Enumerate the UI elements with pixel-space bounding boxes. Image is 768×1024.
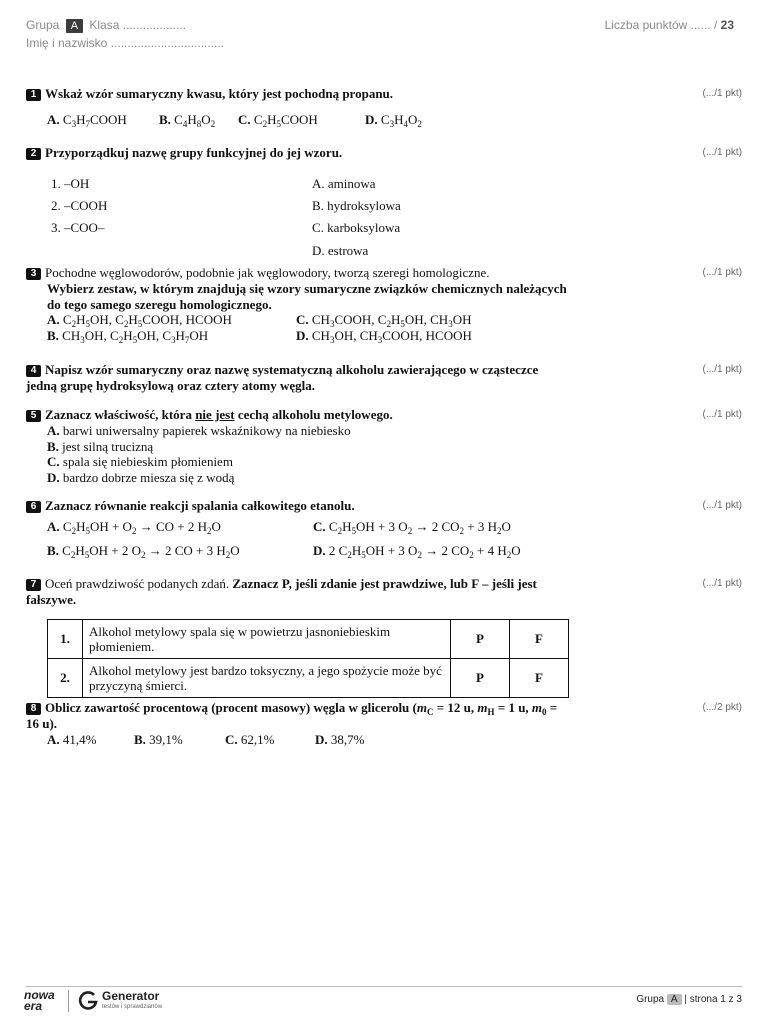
question-text: Oblicz zawartość procentową (procent masowy) węgla w glicerolu ( [45,700,417,715]
q3-option-d[interactable]: D. $CH_3OH$, $CH_3COOH$, HCOOH [296,328,472,345]
option-text: 62,1% [240,732,275,747]
question-number: 3 [26,268,41,280]
generator-subtitle: testów i sprawdzianów [102,1004,163,1010]
q2-name-a: A. aminowa [312,176,376,191]
statement-text: Alkohol metylowy jest bardzo toksyczny, a jego spożycie może być przyczyną śmierci. [83,659,451,698]
generator-g-icon [77,990,99,1012]
false-option[interactable]: F [510,659,569,698]
option-letter: A. [47,519,60,534]
question-number: 7 [26,579,41,591]
option-text: spala się niebieskim płomieniem [62,454,233,469]
option-text: 39,1% [149,732,183,747]
q3-option-a[interactable]: A. $C_2H_5OH$, $C_2H_5COOH$, HCOOH [47,312,232,329]
q6-option-b[interactable]: B. $C_2H_5OH + 2$ $O_2 \to 2$ CO + 3 $H_2O$ [47,543,240,560]
question-number: 2 [26,148,41,160]
option-letter: C. [296,312,309,327]
points-box: (.../1 pkt) [702,88,742,99]
question-8: 8 Oblicz zawartość procentową (procent masowy) węgla w glicerolu ($m_C = 12$ u, $m_H = 1$ u, $m_0 = 16$ u). [26,700,558,731]
q6-option-a[interactable]: A. $C_2H_5OH + O_2$ → CO + 2 $H_2O$ [47,519,221,536]
nowa-era-logo [24,990,55,1012]
question-intro: Pochodne węglowodorów, podobnie jak węglowodory, tworzą szeregi homologiczne. [45,265,490,280]
option-text: 38,7% [330,732,365,747]
points-label: Liczba punktów ...... / [604,18,718,32]
generator-logo [77,990,99,1017]
q2-name-b: B. hydroksylowa [312,198,401,213]
q1-option-b[interactable]: B. $C_4H_8O_2$ [159,112,216,129]
option-text: barwi uniwersalny papierek wskaźnikowy na niebiesko [62,423,351,438]
option-letter: C. [47,454,60,469]
q6-option-c[interactable]: C. $C_2H_5OH + 3$ $O_2 \to 2$ $CO_2 + 3$ $H_2O$ [313,519,511,536]
q5-option-b[interactable] [47,439,351,455]
footer-group-badge: A [667,994,682,1005]
question-3 [26,265,566,281]
option-letter: B. [134,732,146,747]
question-text: Przyporządkuj nazwę grupy funkcyjnej do jej wzoru. [45,145,343,160]
question-number: 5 [26,410,41,422]
q5-option-d[interactable] [47,470,351,486]
q2-name-c: C. karboksylowa [312,220,401,235]
option-letter: D. [313,543,326,558]
logo-text-bottom: era [24,999,43,1013]
generator-text [102,990,162,1011]
table-row [48,659,569,698]
option-text: 41,4% [62,732,97,747]
option-letter: D. [315,732,328,747]
question-text: Napisz wzór sumaryczny oraz nazwę systematyczną alkoholu zawierającego w cząsteczce jedną grupę hydroksylową oraz cztery atomy węgla. [26,362,539,393]
q5-option-a[interactable] [47,423,351,439]
option-letter: C. [238,112,251,127]
q2-formula-1: 1. –OH [51,176,90,191]
question-text-underlined: nie jest [195,407,235,422]
option-letter: C. [313,519,326,534]
points-box: (.../2 pkt) [702,702,742,713]
q2-formula-3: 3. –COO– [51,220,105,235]
question-4 [26,362,546,394]
true-option[interactable]: P [451,620,510,659]
option-letter: D. [365,112,378,127]
q5-options [47,423,351,485]
class-field: Klasa ................... [89,18,187,32]
option-letter: D. [296,328,309,343]
question-number: 8 [26,703,41,715]
option-letter: B. [159,112,171,127]
option-letter: D. [47,469,60,485]
points-box: (.../1 pkt) [702,364,742,375]
logo-divider [68,990,69,1012]
statement-text: Alkohol metylowy spala się w powietrzu jasnoniebieskim płomieniem. [83,620,451,659]
table-row [48,620,569,659]
question-number: 4 [26,365,41,377]
points-box: (.../1 pkt) [702,267,742,278]
q6-option-d[interactable]: D. 2 $C_2H_5OH + 3$ $O_2 \to 2$ $CO_2 + 4$ $H_2O$ [313,543,521,560]
false-option[interactable]: F [510,620,569,659]
question-1 [26,86,393,102]
points-box: (.../1 pkt) [702,500,742,511]
footer-page-info [636,994,742,1005]
q1-option-a[interactable]: A. $C_3H_7COOH$ [47,112,127,129]
q8-option-b[interactable] [134,732,183,748]
footer-divider [26,986,742,987]
logo-text-top: nowa [24,988,55,1002]
q3-option-c[interactable]: C. $CH_3COOH$, $C_2H_5OH$, $CH_3OH$ [296,312,472,329]
true-option[interactable]: P [451,659,510,698]
option-letter: B. [47,328,59,343]
question-intro: Oceń prawdziwość podanych zdań. [45,576,230,591]
points-total: 23 [720,18,734,32]
q8-option-c[interactable] [225,732,274,748]
question-6 [26,498,355,514]
question-number: 1 [26,89,41,101]
question-text-end: cechą alkoholu metylowego. [234,407,393,422]
q3-option-b[interactable]: B. $CH_3OH$, $C_2H_5OH$, $C_3H_7OH$ [47,328,209,345]
points-box: (.../1 pkt) [702,578,742,589]
q1-option-d[interactable]: D. $C_3H_4O_2$ [365,112,422,129]
q8-option-d[interactable] [315,732,364,748]
option-text: bardzo dobrze miesza się z wodą [62,469,235,485]
question-text: Zaznacz P, jeśli zdanie jest prawdziwe, lub F – jeśli jest fałszywe. [26,576,537,607]
option-text: jest silną trucizną [62,438,154,454]
option-letter: A. [47,732,60,747]
question-2 [26,145,342,161]
generator-title: Generator [102,989,160,1003]
q1-option-c[interactable]: C. $C_2H_5COOH$ [238,112,318,129]
q2-formula-2: 2. –COOH [51,198,108,213]
option-letter: B. [47,438,59,454]
question-text: Zaznacz równanie reakcji spalania całkowitego etanolu. [45,498,355,513]
question-5 [26,407,393,423]
points-box: (.../1 pkt) [702,409,742,420]
question-number: 6 [26,501,41,513]
true-false-table [47,619,569,698]
row-number: 1. [48,620,83,659]
option-letter: C. [225,732,238,747]
option-letter: B. [47,543,59,558]
footer-group-label: Grupa [636,994,665,1005]
q5-option-c[interactable] [47,454,351,470]
question-text: Zaznacz właściwość, która [45,407,196,422]
option-letter: A. [47,312,60,327]
group-badge: A [66,19,83,33]
question-text: Wybierz zestaw, w którym znajdują się wzory sumaryczne związków chemicznych należących do tego samego szeregu homologicznego. [47,281,567,312]
option-letter: A. [47,423,60,438]
page-number: | strona 1 z 3 [684,994,742,1005]
points-summary [605,18,734,32]
name-field: Imię i nazwisko .................................. [26,36,225,50]
option-letter: A. [47,112,60,127]
group-label: Grupa [26,18,60,32]
row-number: 2. [48,659,83,698]
q2-name-d: D. estrowa [312,243,369,258]
question-7 [26,576,546,608]
header-group-row [26,18,186,33]
points-box: (.../1 pkt) [702,147,742,158]
q8-option-a[interactable] [47,732,96,748]
question-text: Wskaż wzór sumaryczny kwasu, który jest pochodną propanu. [45,86,394,101]
